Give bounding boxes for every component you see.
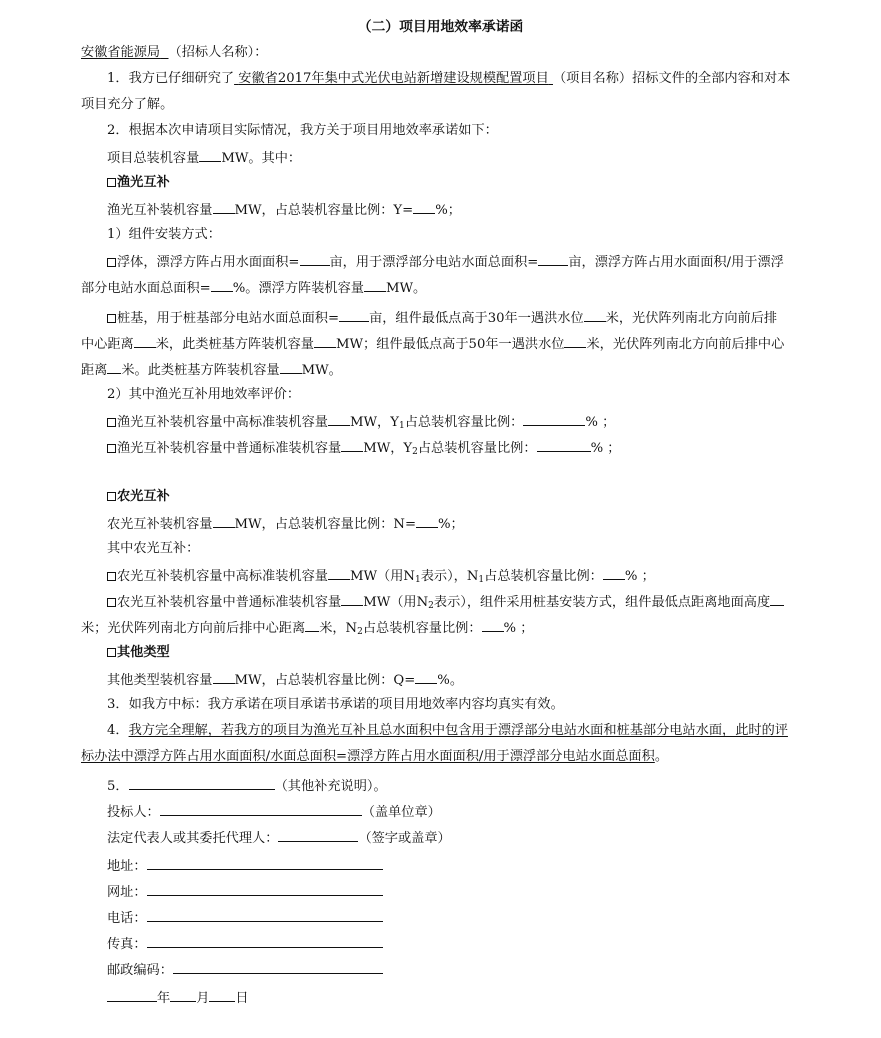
fishery-eval-line: 2）其中渔光互补用地效率评价： <box>107 387 301 402</box>
float-ratio-label: 亩，漂浮方阵占用水面面积/用于漂浮 <box>568 255 784 270</box>
other-capacity-label: 其他类型装机容量 <box>107 673 213 688</box>
agri-high-n: MW（用N <box>350 569 415 584</box>
bidder-blank[interactable] <box>160 802 362 816</box>
month-blank[interactable] <box>170 988 196 1002</box>
agri-capacity-blank[interactable] <box>213 514 235 528</box>
pile-flood50-label: MW；组件最低点高于50年一遇洪水位 <box>336 337 565 352</box>
fishery-high-ratio-unit: % ； <box>585 415 616 430</box>
float-area-blank[interactable] <box>300 252 330 266</box>
fishery-ratio-blank[interactable] <box>413 200 435 214</box>
date-line <box>107 988 249 1008</box>
agri-normal-sub: 2 <box>428 601 434 611</box>
pile-distance-blank-2[interactable] <box>107 360 121 374</box>
website-blank[interactable] <box>147 882 383 896</box>
agri-normal-sub-2: 2 <box>357 627 363 637</box>
agri-high-checkbox[interactable] <box>107 572 116 581</box>
fishery-high-checkbox[interactable] <box>107 418 116 427</box>
float-checkbox[interactable] <box>107 258 116 267</box>
agri-normal-line-2 <box>81 618 533 641</box>
address-line <box>107 856 383 876</box>
month-label: 月 <box>196 991 210 1006</box>
agri-high-ratio-unit: % ； <box>624 569 655 584</box>
agri-high-label: 农光互补装机容量中高标准装机容量 <box>117 569 328 584</box>
day-blank[interactable] <box>209 988 235 1002</box>
total-capacity-line <box>107 148 301 168</box>
fishery-capacity-line <box>107 200 461 220</box>
website-line <box>107 882 383 902</box>
item-4-text-2: 标办法中漂浮方阵占用水面面积/水面总面积=漂浮方阵占用水面面积/用于漂浮部分电站水面总面积 <box>81 749 655 764</box>
agri-normal-ratio-blank[interactable] <box>482 618 504 632</box>
float-line-2 <box>81 278 426 298</box>
item-1-suffix: （项目名称）招标文件的全部内容和对本 <box>552 71 791 86</box>
pile-capacity-blank[interactable] <box>314 334 336 348</box>
agri-distance-label: 米；光伏阵列南北方向前后排中心距离 <box>81 621 306 636</box>
other-checkbox[interactable] <box>107 648 116 657</box>
agri-normal-ratio-label: 占总装机容量比例： <box>362 621 482 636</box>
agri-normal-n2: 米，N <box>319 621 358 636</box>
fishery-normal-ratio-unit: % ； <box>590 441 621 456</box>
agri-ratio-blank[interactable] <box>416 514 438 528</box>
rep-label: 法定代表人或其委托代理人： <box>107 831 279 846</box>
bidder-label: 投标人： <box>107 805 160 820</box>
fax-line <box>107 934 383 954</box>
item-4-line-2 <box>81 748 668 766</box>
recipient-suffix: （招标人名称）： <box>168 45 268 60</box>
agri-normal-ratio-unit: % ； <box>503 621 534 636</box>
float-ratio-label-2: 部分电站水面总面积= <box>81 281 211 296</box>
day-label: 日 <box>235 991 249 1006</box>
item-4-end: 。 <box>654 749 668 764</box>
pile-capacity-label-2: 米。此类桩基方阵装机容量 <box>121 363 280 378</box>
item-1-continuation: 项目充分了解。 <box>81 97 174 112</box>
fishery-checkbox[interactable] <box>107 178 116 187</box>
fishery-heading <box>107 174 170 192</box>
fishery-capacity-label: 渔光互补装机容量 <box>107 203 213 218</box>
address-label: 地址： <box>107 859 147 874</box>
year-label: 年 <box>157 991 171 1006</box>
phone-blank[interactable] <box>147 908 383 922</box>
agri-normal-n: MW（用N <box>363 595 429 610</box>
agri-heading-label: 农光互补 <box>117 489 170 504</box>
agri-ratio-label: MW，占总装机容量比例：N= <box>234 517 417 532</box>
pile-area-blank[interactable] <box>339 308 369 322</box>
agri-normal-line <box>107 592 784 615</box>
fishery-normal-ratio-blank[interactable] <box>537 438 591 452</box>
fishery-normal-blank[interactable] <box>341 438 363 452</box>
fishery-normal-checkbox[interactable] <box>107 444 116 453</box>
agri-normal-checkbox[interactable] <box>107 598 116 607</box>
postcode-label: 邮政编码： <box>107 963 173 978</box>
address-blank[interactable] <box>147 856 383 870</box>
postcode-line <box>107 960 383 980</box>
agri-distance-blank[interactable] <box>305 618 319 632</box>
other-capacity-line <box>107 670 463 690</box>
float-capacity-unit: MW。 <box>385 281 427 296</box>
agri-checkbox[interactable] <box>107 492 116 501</box>
item-4-line <box>107 722 788 740</box>
float-line-1 <box>107 252 784 272</box>
fishery-ratio-unit: %； <box>435 203 461 218</box>
agri-height-blank[interactable] <box>770 592 784 606</box>
fishery-normal-sub: 2 <box>412 447 418 457</box>
agri-normal-blank[interactable] <box>341 592 363 606</box>
other-heading <box>107 644 170 662</box>
fishery-normal-line <box>107 438 620 461</box>
pile-capacity-label: 米，此类桩基方阵装机容量 <box>155 337 314 352</box>
fishery-high-blank[interactable] <box>328 412 350 426</box>
fishery-high-ratio-label: 占总装机容量比例： <box>404 415 524 430</box>
fishery-normal-label: 渔光互补装机容量中普通标准装机容量 <box>117 441 342 456</box>
pile-line-2 <box>81 334 784 354</box>
float-total-blank[interactable] <box>538 252 568 266</box>
postcode-blank[interactable] <box>173 960 383 974</box>
pile-flood50-blank[interactable] <box>564 334 586 348</box>
recipient-name: 安徽省能源局 <box>81 45 161 60</box>
agri-high-sub: 1 <box>414 575 421 585</box>
fax-label: 传真： <box>107 937 147 952</box>
phone-label: 电话： <box>107 911 147 926</box>
pile-distance-label-2: 距离 <box>81 363 108 378</box>
total-capacity-blank[interactable] <box>199 148 221 162</box>
item-4-text-1: 我方完全理解，若我方的项目为渔光互补且总水面积中包含用于漂浮部分电站水面和桩基部分电站水面，此时的评 <box>128 723 788 738</box>
total-capacity-label: 项目总装机容量 <box>107 151 200 166</box>
phone-line <box>107 908 383 928</box>
agri-high-ratio-blank[interactable] <box>603 566 625 580</box>
agri-normal-label: 农光互补装机容量中普通标准装机容量 <box>117 595 342 610</box>
fishery-high-label: 渔光互补装机容量中高标准装机容量 <box>117 415 328 430</box>
document-title: （二）项目用地效率承诺函 <box>357 19 524 35</box>
pile-flood30-label: 亩，组件最低点高于30年一遇洪水位 <box>369 311 584 326</box>
pile-line-1 <box>107 308 777 328</box>
pile-distance-blank[interactable] <box>134 334 156 348</box>
pile-line-3 <box>81 360 342 380</box>
total-capacity-unit: MW。其中： <box>221 151 302 166</box>
agri-among-line: 其中农光互补： <box>107 541 200 556</box>
fishery-capacity-blank[interactable] <box>213 200 235 214</box>
rep-line <box>107 828 451 848</box>
rep-blank[interactable] <box>278 828 358 842</box>
other-capacity-blank[interactable] <box>213 670 235 684</box>
pile-capacity-blank-2[interactable] <box>280 360 302 374</box>
agri-high-sub-2: 1 <box>478 575 485 585</box>
float-ratio-blank[interactable] <box>211 278 233 292</box>
item-5-suffix: （其他补充说明）。 <box>274 779 387 794</box>
item-2-line: 2．根据本次申请项目实际情况，我方关于项目用地效率承诺如下： <box>107 123 498 138</box>
other-ratio-unit: %。 <box>437 673 464 688</box>
year-blank[interactable] <box>107 988 157 1002</box>
item-4-prefix: 4． <box>107 723 129 738</box>
item-5-prefix: 5． <box>107 779 129 794</box>
agri-ratio-unit: %； <box>438 517 464 532</box>
pile-row-label-2: 米，光伏阵列南北方向前后排中心 <box>586 337 785 352</box>
fishery-normal-y: MW，Y <box>363 441 413 456</box>
float-capacity-label: %。漂浮方阵装机容量 <box>232 281 364 296</box>
website-label: 网址： <box>107 885 147 900</box>
bidder-note: （盖单位章） <box>361 805 441 820</box>
fishery-ratio-label: MW，占总装机容量比例：Y= <box>234 203 414 218</box>
pile-distance-label: 中心距离 <box>81 337 134 352</box>
item-3-line: 3．如我方中标：我方承诺在项目承诺书承诺的项目用地效率内容均真实有效。 <box>107 697 564 712</box>
other-ratio-blank[interactable] <box>415 670 437 684</box>
other-heading-label: 其他类型 <box>117 645 170 660</box>
item-5-blank[interactable] <box>129 776 275 790</box>
float-area-label: 浮体，漂浮方阵占用水面面积= <box>117 255 300 270</box>
agri-capacity-label: 农光互补装机容量 <box>107 517 213 532</box>
recipient-line <box>81 44 267 62</box>
pile-capacity-unit: MW。 <box>301 363 342 378</box>
project-name: 安徽省2017年集中式光伏电站新增建设规模配置项目 <box>238 71 549 86</box>
pile-flood30-blank[interactable] <box>584 308 606 322</box>
install-method-line: 1）组件安装方式： <box>107 227 221 242</box>
agri-high-denote: 表示），N <box>420 569 479 584</box>
bidder-line <box>107 802 441 822</box>
fishery-high-line <box>107 412 615 435</box>
rep-note: （签字或盖章） <box>358 831 451 846</box>
fishery-high-ratio-blank[interactable] <box>523 412 585 426</box>
fishery-high-y: MW，Y <box>350 415 399 430</box>
item-1-prefix: 1．我方已仔细研究了 <box>107 71 235 86</box>
other-ratio-label: MW，占总装机容量比例：Q= <box>234 673 416 688</box>
agri-high-blank[interactable] <box>328 566 350 580</box>
pile-checkbox[interactable] <box>107 314 116 323</box>
fishery-high-sub: 1 <box>398 421 405 431</box>
fax-blank[interactable] <box>147 934 383 948</box>
agri-high-line <box>107 566 655 589</box>
item-1-line <box>107 70 790 88</box>
item-5-line <box>107 776 387 796</box>
fishery-normal-ratio-label: 占总装机容量比例： <box>417 441 537 456</box>
float-capacity-blank[interactable] <box>364 278 386 292</box>
agri-normal-height-label: 表示），组件采用桩基安装方式，组件最低点距离地面高度 <box>433 595 771 610</box>
agri-heading <box>107 488 170 506</box>
agri-capacity-line <box>107 514 464 534</box>
pile-area-label: 桩基，用于桩基部分电站水面总面积= <box>117 311 340 326</box>
fishery-heading-label: 渔光互补 <box>117 175 170 190</box>
pile-row-label: 米，光伏阵列南北方向前后排 <box>605 311 778 326</box>
agri-high-ratio-label: 占总装机容量比例： <box>484 569 603 584</box>
float-total-label: 亩，用于漂浮部分电站水面总面积= <box>329 255 539 270</box>
